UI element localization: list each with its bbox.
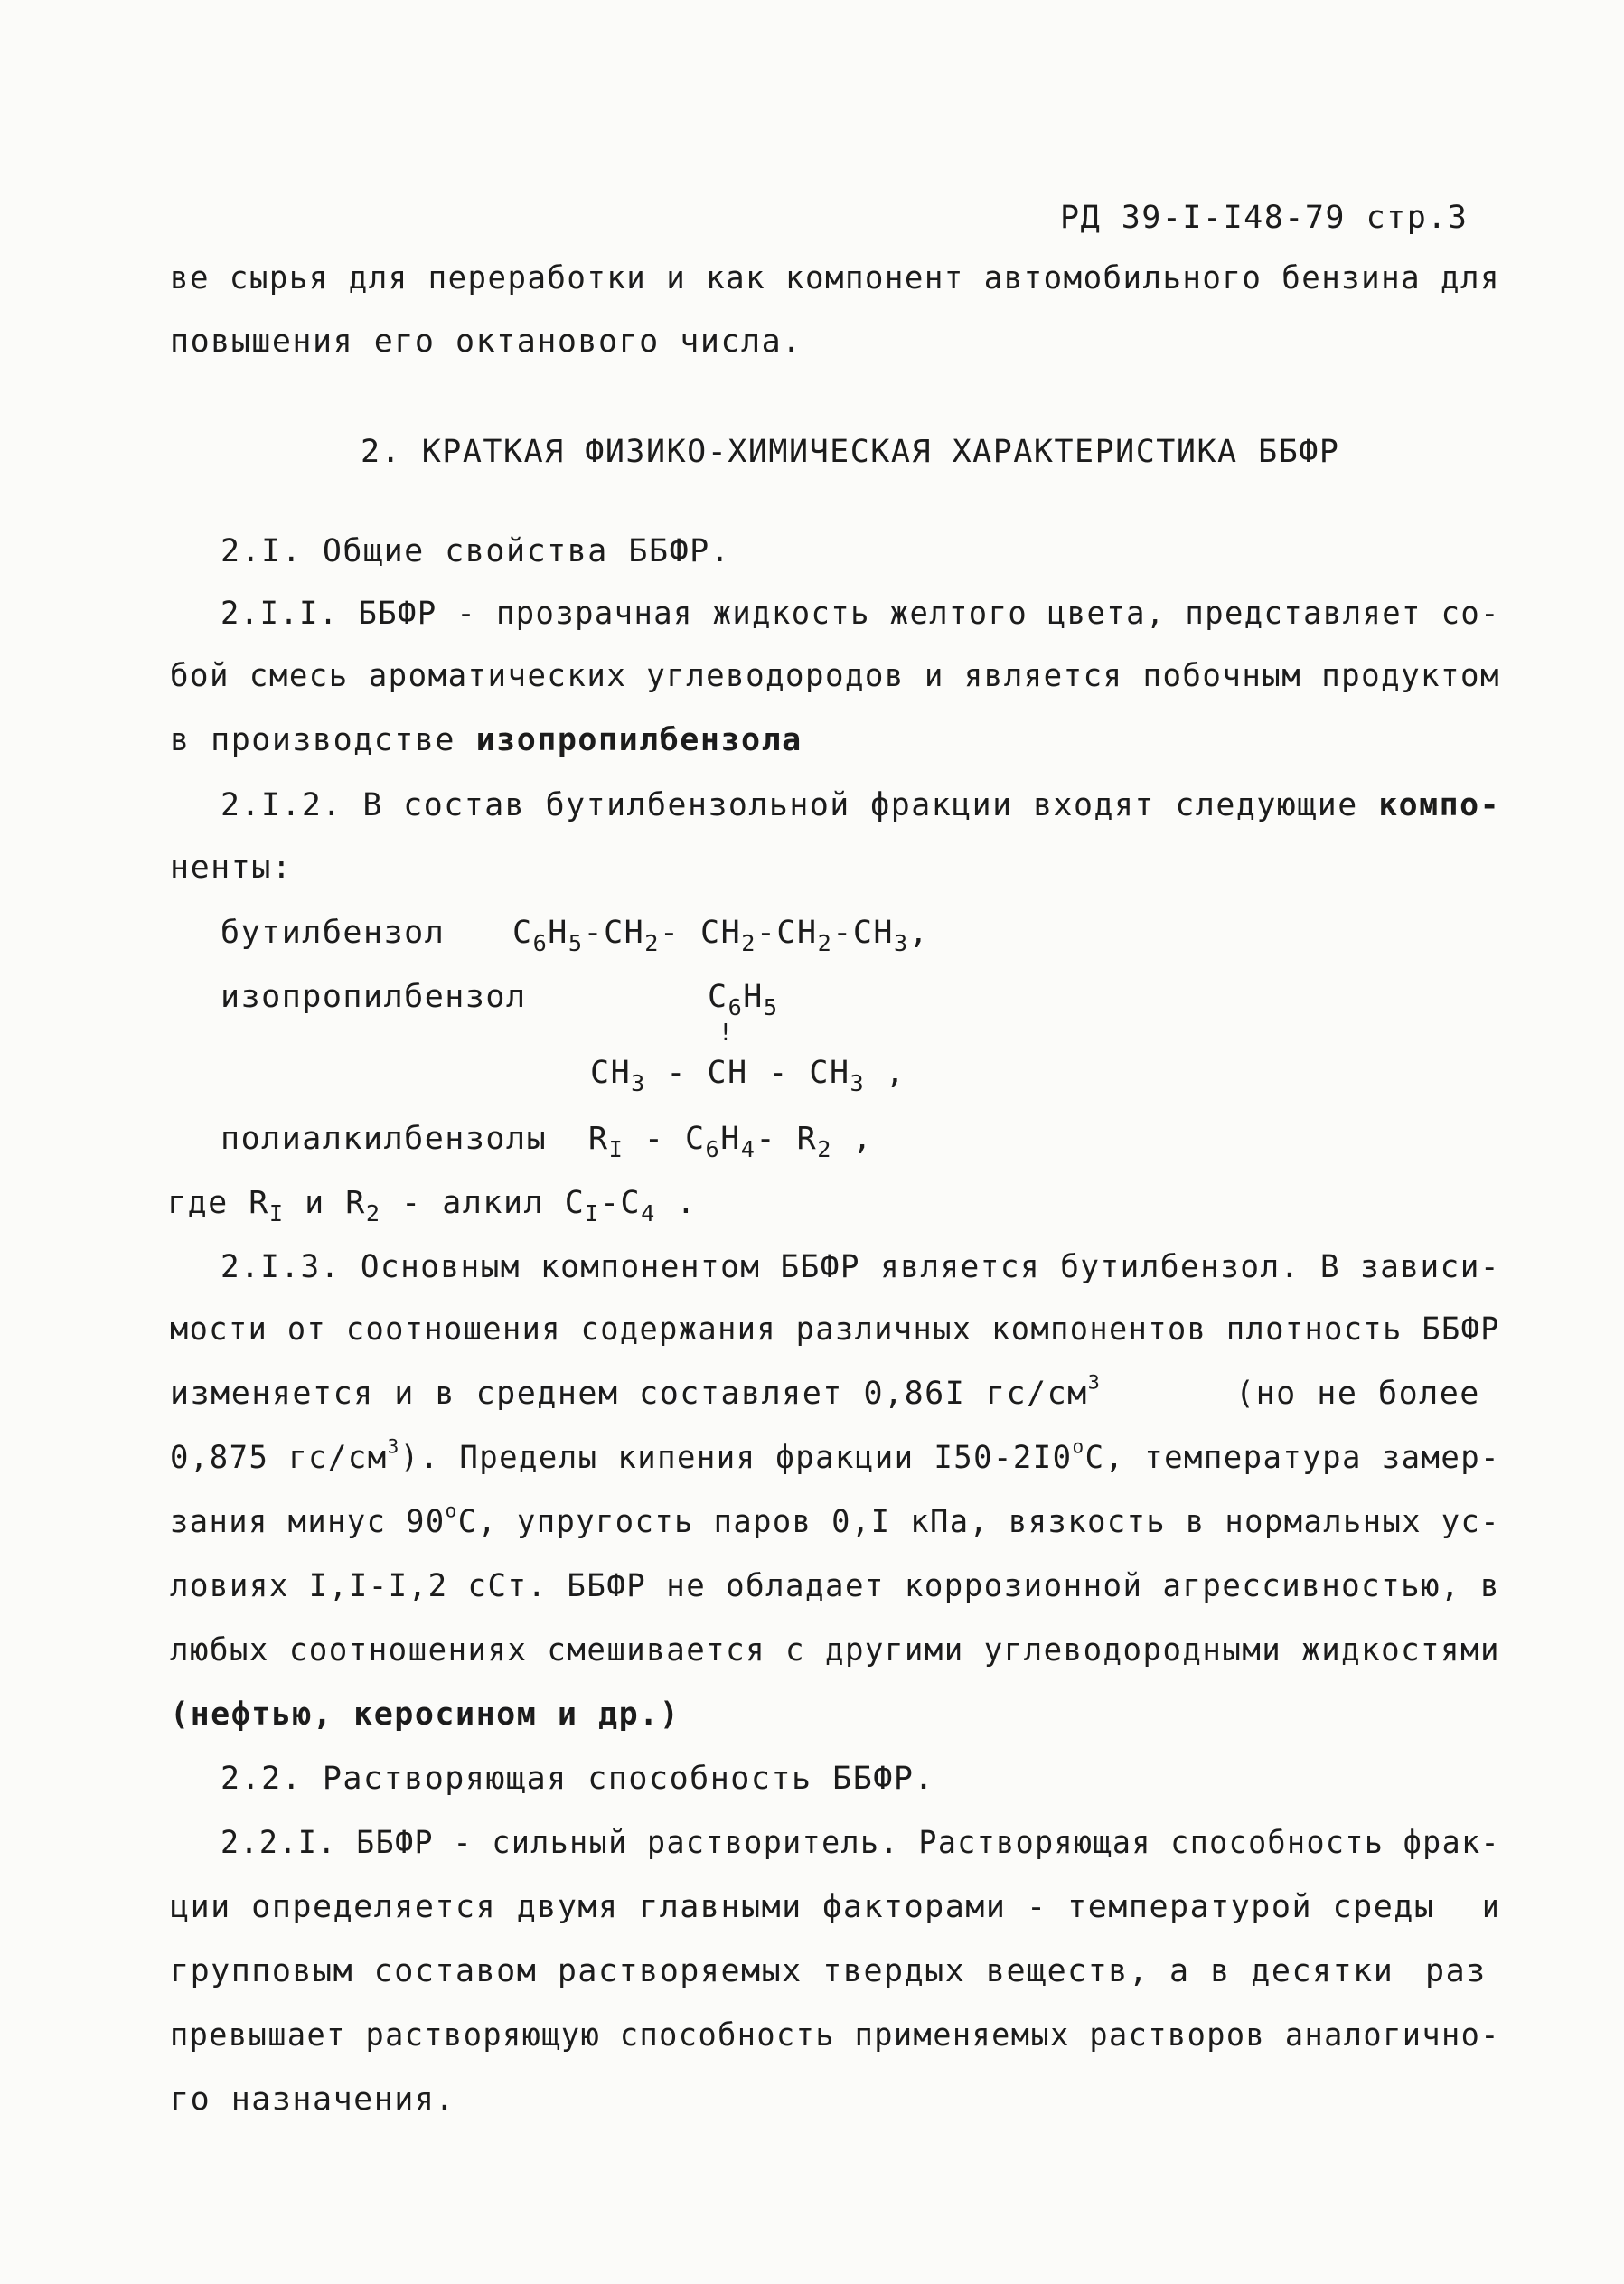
page-header: РД 39-I-I48-79 стр.3	[1060, 200, 1469, 236]
polyalkylbenzene-formula: $R_I - C_6H_4-$ $R_2$ ,	[588, 1121, 874, 1162]
para-2-2-1-line-5: го назначения.	[170, 2082, 456, 2118]
butylbenzene-name: бутилбензол	[221, 915, 446, 951]
para-2-1-3-line-5: зания минус 90$^o$С, упругость паров 0,I кПа, вязкость в нормальных ус-	[170, 1499, 1501, 1540]
isopropylbenzene-formula-bottom: $CH_3$ - CH - $CH_3$ ,	[590, 1055, 906, 1096]
para-2-2-1-line-1: 2.2.I. ББФР - сильный растворитель. Растворяющая способность фрак-	[221, 1825, 1501, 1861]
para-2-1-1-line-3: в производстве изопропилбензола	[170, 722, 803, 758]
polyalkylbenzene-name: полиалкилбензолы	[221, 1121, 548, 1157]
para-2-1-3-line-4: 0,875 $гс/см^3$). Пределы кипения фракции I50-2I0$^o$С, температура замер-	[170, 1435, 1500, 1476]
intro-line-2: повышения его октанового числа.	[170, 324, 803, 360]
where-clause: где $R_I$ и $R_2$ - алкил $C_I-C_4$ .	[167, 1185, 697, 1227]
para-2-1-3-line-3: изменяется и в среднем составляет 0,86I $гс/см^3$	[170, 1371, 1102, 1412]
para-2-2-1-line-4: превышает растворяющую способность применяемых растворов аналогично-	[170, 2017, 1500, 2054]
isopropylbenzene-name: изопропилбензол	[221, 979, 527, 1015]
para-2-1-3-line-7: любых соотношениях смешивается с другими углеводородными жидкостями	[170, 1632, 1500, 1668]
para-2-1-3-line-2: мости от соотношения содержания различных компонентов плотность ББФР	[170, 1311, 1500, 1348]
para-2-1-1-line-1: 2.I.I. ББФР - прозрачная жидкость желтого цвета, представляет со-	[221, 596, 1500, 632]
para-2-1-1-line-2: бой смесь ароматических углеводородов и является побочным продуктом	[170, 658, 1500, 694]
para-2-2-1-line-3-end: раз	[1425, 1953, 1487, 1989]
para-2-1-3-line-6: ловиях I,I-I,2 сСт. ББФР не обладает коррозионной агрессивностью, в	[170, 1568, 1500, 1604]
para-2-2-1-line-2-end: и	[1482, 1889, 1500, 1925]
para-2-2-1-line-2: ции определяется двумя главными факторами - температурой среды	[170, 1889, 1435, 1925]
isopropylbenzene-bond: !	[718, 1020, 735, 1047]
section-2-title: 2. КРАТКАЯ ФИЗИКО-ХИМИЧЕСКАЯ ХАРАКТЕРИСТИКА ББФР	[361, 434, 1340, 470]
para-2-1-3-line-8: (нефтью, керосином и др.)	[170, 1697, 681, 1733]
para-2-1-3-line-3-note: (но не более	[1235, 1376, 1480, 1412]
isopropylbenzene-formula-top: $C_6H_5$	[708, 979, 779, 1020]
para-2-1-3-line-1: 2.I.3. Основным компонентом ББФР является бутилбензол. В зависи-	[221, 1249, 1500, 1285]
intro-line-1: ве сырья для переработки и как компонент автомобильного бензина для	[170, 260, 1500, 296]
butylbenzene-formula: $C_6H_5-CH_2-$ $CH_2-CH_2-CH_3$,	[512, 915, 930, 956]
subsection-2-2-heading: 2.2. Растворяющая способность ББФР.	[221, 1761, 935, 1797]
para-2-2-1-line-3: групповым составом растворяемых твердых веществ, а в десятки	[170, 1953, 1394, 1989]
para-2-1-2-line-1: 2.I.2. В состав бутилбензольной фракции входят следующие компо-	[221, 787, 1501, 823]
subsection-2-1-heading: 2.I. Общие свойства ББФР.	[221, 533, 731, 569]
para-2-1-2-line-2: ненты:	[170, 850, 293, 886]
